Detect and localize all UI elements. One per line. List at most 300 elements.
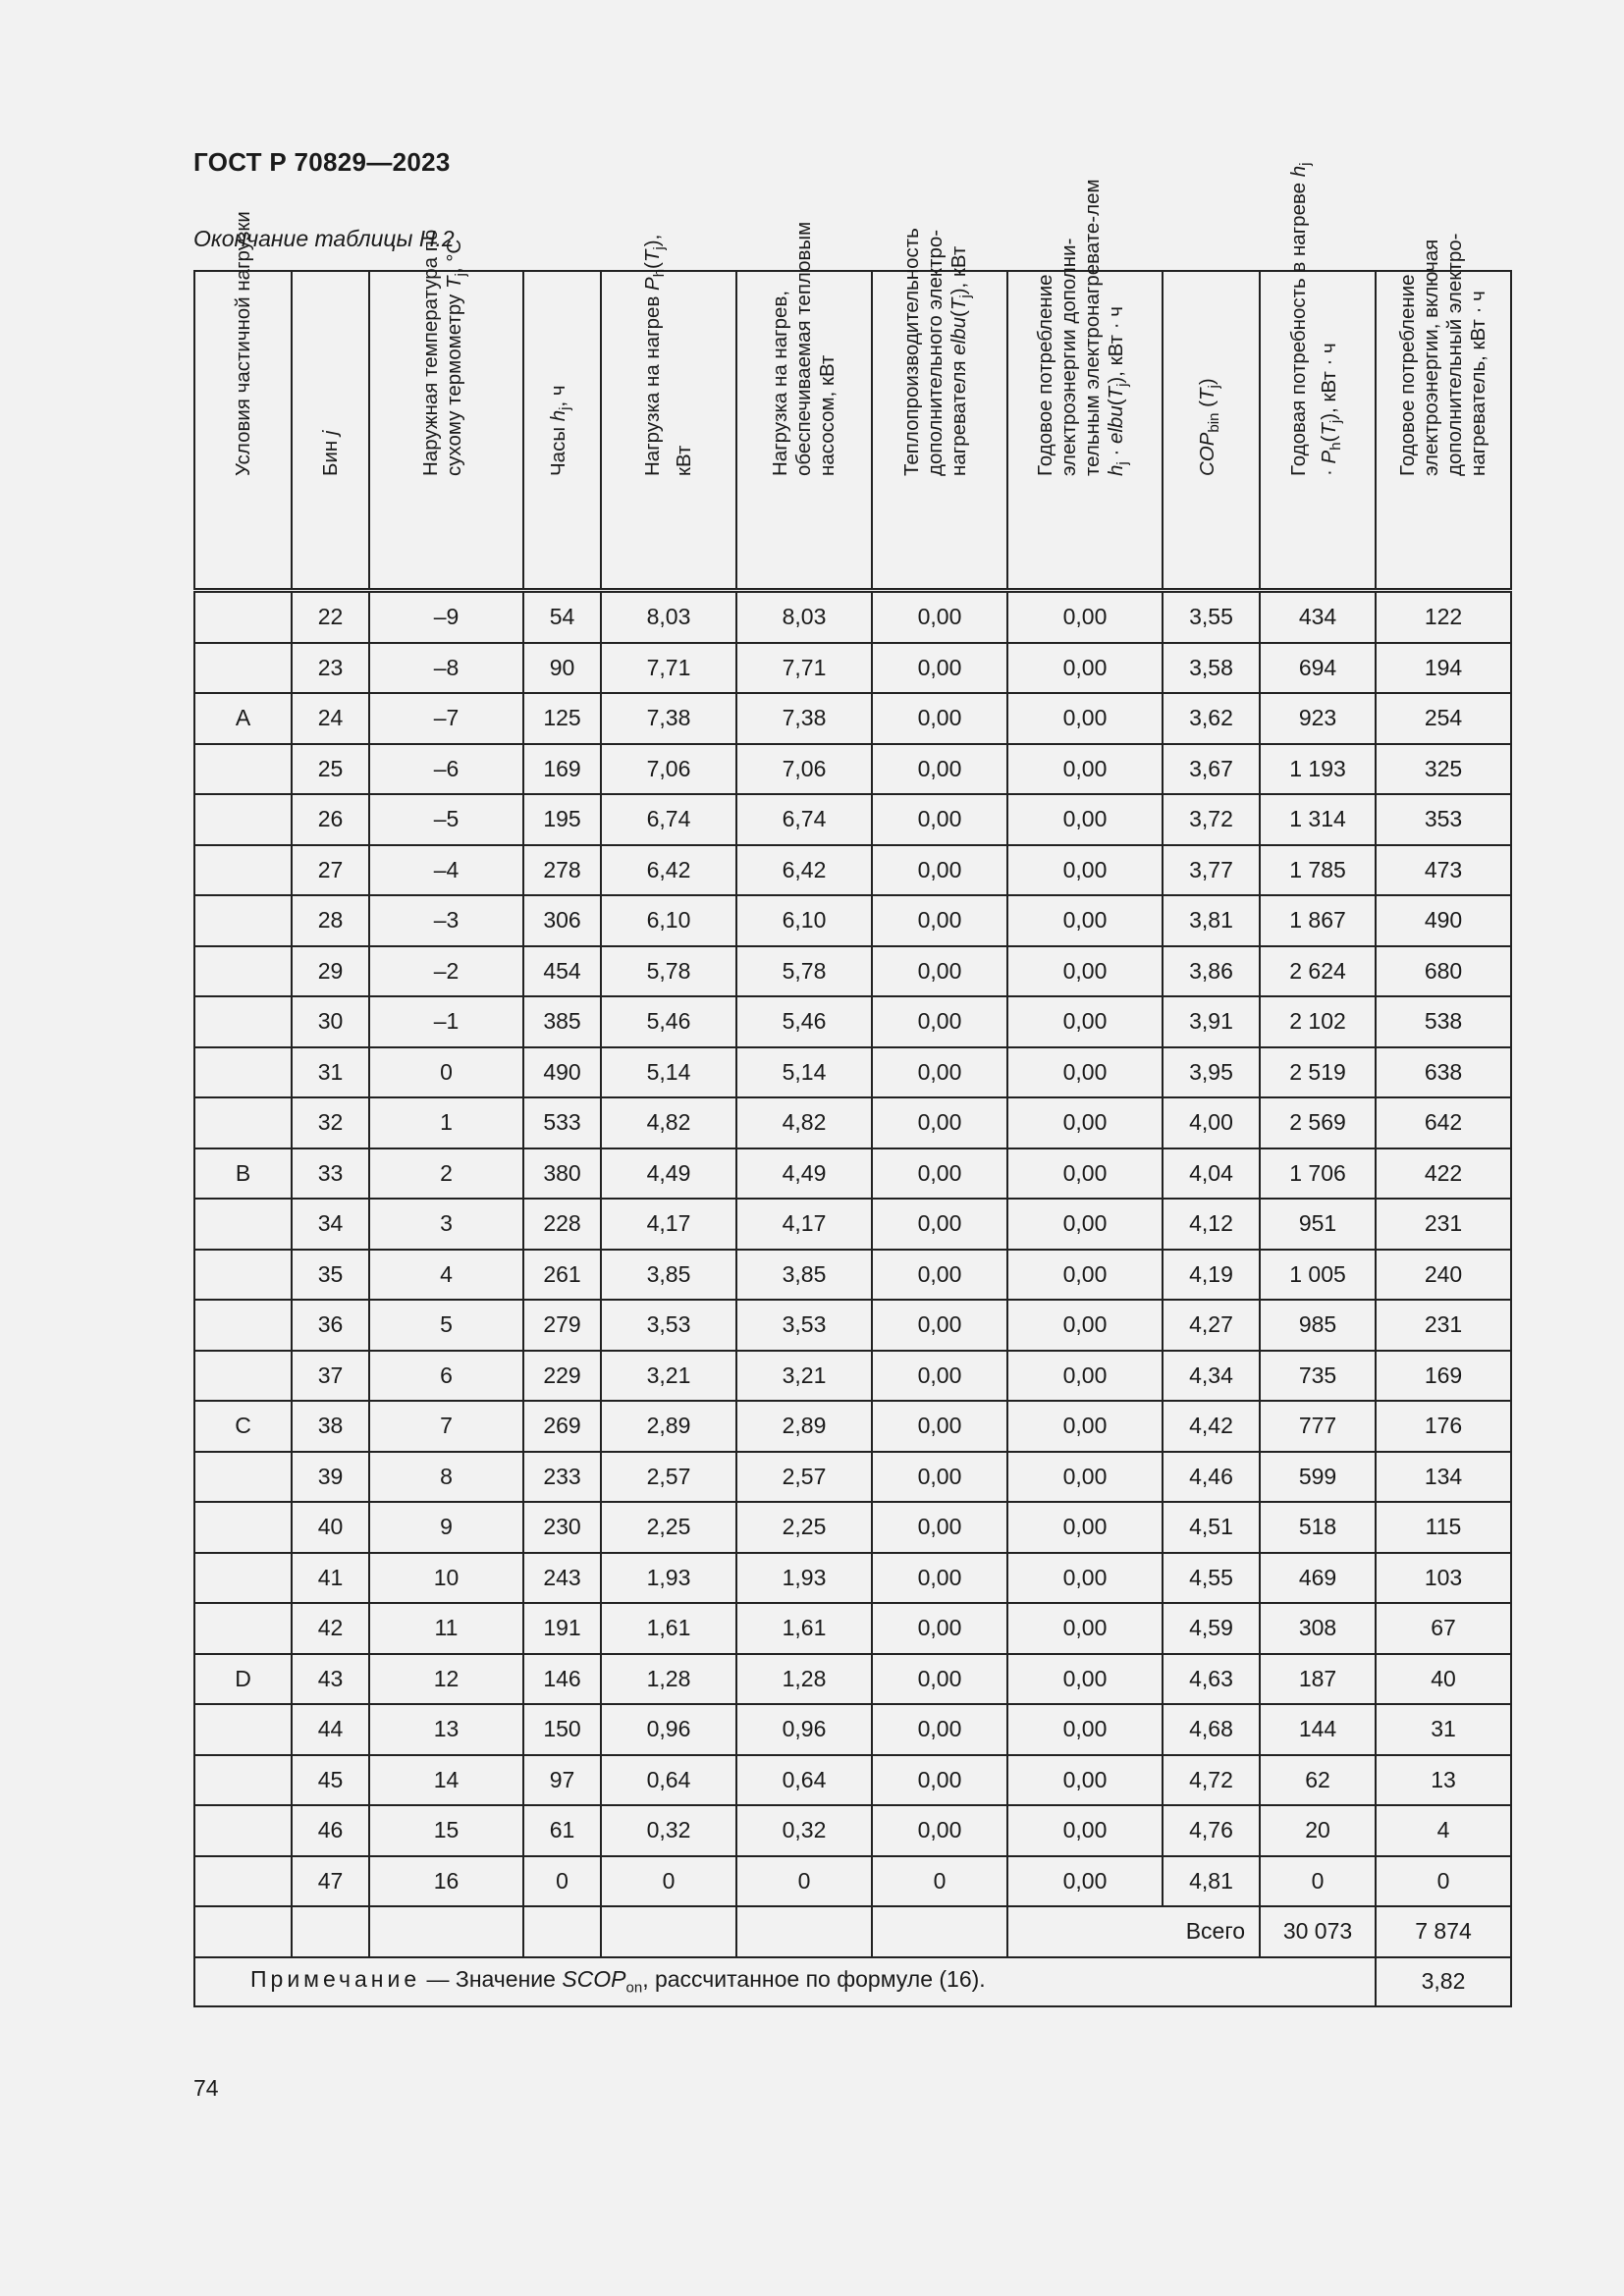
cell-backup-energy: 0,00 [1007,591,1163,643]
col-header-backup-capacity [872,228,1007,591]
table-row [194,1755,1511,1806]
col-header-temperature-label: Наружная температура по сухому термометру $T_j$, °C [418,229,470,476]
cell-bin: 36 [292,1300,369,1351]
cell-hours: 228 [523,1199,601,1250]
cell-heating-demand: 1 193 [1260,744,1376,795]
cell-condition [194,591,292,643]
page-number: 74 [193,2075,219,2101]
cell-total-energy: 0 [1376,1856,1511,1907]
cell-backup-capacity: 0,00 [872,1300,1007,1351]
cell-backup-energy: 0,00 [1007,744,1163,795]
cell-heat-pump-load: 2,25 [736,1502,872,1553]
table-row [194,643,1511,694]
cell-cop-bin: 3,62 [1163,693,1260,744]
cell-condition: A [194,693,292,744]
cell-hours: 278 [523,845,601,896]
cell-backup-capacity: 0,00 [872,996,1007,1047]
cell-temperature: –9 [369,591,523,643]
cell-heat-load: 7,38 [601,693,736,744]
cell-heat-load: 4,17 [601,1199,736,1250]
cell-backup-capacity: 0,00 [872,744,1007,795]
cell-condition [194,1805,292,1856]
cell-total-energy: 194 [1376,643,1511,694]
cell-temperature: –5 [369,794,523,845]
col-header-backup-energy-label: Годовое потребление электроэнергии дополни-тельным электронагревате-лем $h_j$ · $elbu(T_j)$, кВт · ч [1034,179,1132,476]
cell-condition [194,895,292,946]
cell-heat-pump-load: 6,42 [736,845,872,896]
table-row [194,996,1511,1047]
cell-bin: 40 [292,1502,369,1553]
total-label: Всего [1007,1906,1260,1957]
cell-backup-energy: 0,00 [1007,1755,1163,1806]
cell-temperature: –8 [369,643,523,694]
col-header-total-energy [1376,233,1511,591]
cell-temperature: –1 [369,996,523,1047]
cell-heat-load: 6,42 [601,845,736,896]
cell-temperature: 15 [369,1805,523,1856]
cell-temperature: 6 [369,1351,523,1402]
note-text-after: , рассчитанное по формуле (16). [642,1966,986,1993]
cell-heat-pump-load: 1,61 [736,1603,872,1654]
col-header-heat-pump-load-label: Нагрузка на нагрев, обеспечиваемая тепловым насосом, кВт [769,221,839,476]
cell-heat-load: 2,25 [601,1502,736,1553]
cell-total-energy: 176 [1376,1401,1511,1452]
cell-heat-pump-load: 1,28 [736,1654,872,1705]
cell-heating-demand: 923 [1260,693,1376,744]
cell-backup-energy: 0,00 [1007,1097,1163,1148]
cell-temperature: 9 [369,1502,523,1553]
cell-bin: 30 [292,996,369,1047]
cell-total-energy: 240 [1376,1250,1511,1301]
cell-backup-capacity: 0,00 [872,693,1007,744]
cell-bin: 31 [292,1047,369,1098]
col-header-conditions-label: Условия частичной нагрузки [231,211,254,476]
cell-backup-capacity: 0,00 [872,1452,1007,1503]
cell-heating-demand: 1 314 [1260,794,1376,845]
cell-backup-capacity: 0,00 [872,1603,1007,1654]
col-header-heating-demand-label: Годовая потребность в нагреве $h_j \cdot P_h(T_j)$, кВт · ч [1286,162,1345,476]
cell-backup-capacity: 0,00 [872,1199,1007,1250]
cell-condition [194,1704,292,1755]
cell-condition: B [194,1148,292,1200]
cell-backup-capacity: 0,00 [872,1502,1007,1553]
cell-bin: 26 [292,794,369,845]
total-empty-cell [736,1906,872,1957]
cell-backup-energy: 0,00 [1007,1704,1163,1755]
cell-temperature: –4 [369,845,523,896]
total-empty-cell [292,1906,369,1957]
col-header-bin-label: Бин j [318,430,342,476]
cell-backup-capacity: 0,00 [872,1401,1007,1452]
document-header: ГОСТ Р 70829—2023 [193,147,451,177]
cell-bin: 33 [292,1148,369,1200]
table-row [194,1452,1511,1503]
cell-backup-capacity: 0,00 [872,1704,1007,1755]
cell-temperature: 14 [369,1755,523,1806]
cell-total-energy: 13 [1376,1755,1511,1806]
cell-total-energy: 638 [1376,1047,1511,1098]
cell-heating-demand: 20 [1260,1805,1376,1856]
note-prefix: Примечание [250,1966,421,1993]
cell-hours: 385 [523,996,601,1047]
cell-backup-energy: 0,00 [1007,1047,1163,1098]
cell-heating-demand: 187 [1260,1654,1376,1705]
cell-cop-bin: 4,55 [1163,1553,1260,1604]
table-row [194,1097,1511,1148]
cell-total-energy: 134 [1376,1452,1511,1503]
cell-total-energy: 40 [1376,1654,1511,1705]
cell-heating-demand: 518 [1260,1502,1376,1553]
cell-heat-pump-load: 0,32 [736,1805,872,1856]
cell-condition [194,1300,292,1351]
cell-condition [194,1856,292,1907]
cell-heat-load: 5,78 [601,946,736,997]
cell-condition [194,1452,292,1503]
note-symbol: SCOP [562,1966,626,1993]
cell-backup-energy: 0,00 [1007,1351,1163,1402]
col-header-heat-pump-load [736,221,872,591]
table-row [194,591,1511,643]
cell-hours: 90 [523,643,601,694]
cell-bin: 45 [292,1755,369,1806]
cell-heat-load: 1,28 [601,1654,736,1705]
cell-backup-energy: 0,00 [1007,1654,1163,1705]
cell-hours: 125 [523,693,601,744]
cell-cop-bin: 4,27 [1163,1300,1260,1351]
cell-heating-demand: 62 [1260,1755,1376,1806]
table-row [194,946,1511,997]
cell-hours: 454 [523,946,601,997]
cell-cop-bin: 4,68 [1163,1704,1260,1755]
cell-bin: 34 [292,1199,369,1250]
table-row [194,1704,1511,1755]
table-caption: Окончание таблицы Н.2 [193,226,455,251]
cell-backup-energy: 0,00 [1007,1553,1163,1604]
cell-heat-load: 7,06 [601,744,736,795]
cell-total-energy: 473 [1376,845,1511,896]
col-header-cop-bin-label: $COP_{bin}$ $(T_j)$ [1195,378,1223,476]
header-row [194,271,1511,591]
cell-heating-demand: 434 [1260,591,1376,643]
cell-total-energy: 31 [1376,1704,1511,1755]
cell-temperature: 3 [369,1199,523,1250]
cell-hours: 233 [523,1452,601,1503]
cell-heating-demand: 1 867 [1260,895,1376,946]
cell-cop-bin: 4,12 [1163,1199,1260,1250]
table-row [194,845,1511,896]
cell-backup-capacity: 0,00 [872,1148,1007,1200]
cell-bin: 24 [292,693,369,744]
cell-hours: 229 [523,1351,601,1402]
cell-cop-bin: 4,59 [1163,1603,1260,1654]
cell-bin: 22 [292,591,369,643]
cell-backup-capacity: 0,00 [872,1805,1007,1856]
cell-backup-energy: 0,00 [1007,1401,1163,1452]
table-row [194,1553,1511,1604]
cell-cop-bin: 4,76 [1163,1805,1260,1856]
cell-heat-load: 2,89 [601,1401,736,1452]
table-row [194,1856,1511,1907]
cell-cop-bin: 3,55 [1163,591,1260,643]
cell-heat-pump-load: 6,10 [736,895,872,946]
cell-bin: 27 [292,845,369,896]
cell-heating-demand: 777 [1260,1401,1376,1452]
cell-heat-load: 3,53 [601,1300,736,1351]
cell-heat-pump-load: 1,93 [736,1553,872,1604]
cell-temperature: 13 [369,1704,523,1755]
note-subscript: on [625,1979,643,1997]
cell-backup-capacity: 0,00 [872,1351,1007,1402]
cell-condition [194,1502,292,1553]
note-value: 3,82 [1376,1957,1511,2006]
cell-condition: C [194,1401,292,1452]
cell-heat-load: 5,46 [601,996,736,1047]
cell-heating-demand: 2 569 [1260,1097,1376,1148]
cell-backup-capacity: 0 [872,1856,1007,1907]
cell-heat-pump-load: 8,03 [736,591,872,643]
cell-temperature: 16 [369,1856,523,1907]
cell-heat-load: 0 [601,1856,736,1907]
cell-cop-bin: 4,81 [1163,1856,1260,1907]
cell-heat-load: 2,57 [601,1452,736,1503]
cell-heat-load: 3,85 [601,1250,736,1301]
cell-condition [194,946,292,997]
cell-heat-load: 0,64 [601,1755,736,1806]
table-row [194,1047,1511,1098]
table-body [194,591,1511,1907]
cell-cop-bin: 4,42 [1163,1401,1260,1452]
cell-backup-capacity: 0,00 [872,1654,1007,1705]
table-row [194,693,1511,744]
cell-backup-energy: 0,00 [1007,1502,1163,1553]
cell-heat-load: 1,61 [601,1603,736,1654]
cell-total-energy: 680 [1376,946,1511,997]
cell-temperature: 5 [369,1300,523,1351]
cell-heat-load: 4,82 [601,1097,736,1148]
cell-cop-bin: 4,46 [1163,1452,1260,1503]
cell-heating-demand: 1 706 [1260,1148,1376,1200]
cell-backup-capacity: 0,00 [872,1553,1007,1604]
cell-backup-capacity: 0,00 [872,1755,1007,1806]
cell-heat-load: 6,10 [601,895,736,946]
cell-heating-demand: 1 005 [1260,1250,1376,1301]
cell-heat-pump-load: 0,96 [736,1704,872,1755]
cell-backup-energy: 0,00 [1007,693,1163,744]
col-header-total-energy-label: Годовое потребление электроэнергии, включая дополнительный электро-нагреватель, кВт · ч [1396,233,1489,476]
cell-heating-demand: 0 [1260,1856,1376,1907]
cell-heating-demand: 308 [1260,1603,1376,1654]
cell-backup-energy: 0,00 [1007,1805,1163,1856]
cell-total-energy: 122 [1376,591,1511,643]
cell-heating-demand: 1 785 [1260,845,1376,896]
table-row [194,1351,1511,1402]
cell-backup-energy: 0,00 [1007,996,1163,1047]
cell-backup-capacity: 0,00 [872,794,1007,845]
col-header-heat-load-label: Нагрузка на нагрев $P_h(T_j)$, кВт [641,234,695,476]
cell-temperature: 4 [369,1250,523,1301]
cell-cop-bin: 3,72 [1163,794,1260,845]
cell-hours: 0 [523,1856,601,1907]
total-empty-cell [523,1906,601,1957]
cell-backup-capacity: 0,00 [872,1250,1007,1301]
cell-condition: D [194,1654,292,1705]
cell-backup-energy: 0,00 [1007,1300,1163,1351]
cell-condition [194,1250,292,1301]
cell-total-energy: 4 [1376,1805,1511,1856]
cell-total-energy: 642 [1376,1097,1511,1148]
col-header-hours-label: Часы $h_j$, ч [546,385,574,476]
cell-cop-bin: 3,95 [1163,1047,1260,1098]
cell-heat-pump-load: 4,82 [736,1097,872,1148]
col-header-backup-energy [1007,179,1163,591]
cell-heating-demand: 144 [1260,1704,1376,1755]
cell-heat-load: 6,74 [601,794,736,845]
cell-heat-load: 0,32 [601,1805,736,1856]
cell-heat-pump-load: 2,89 [736,1401,872,1452]
cell-backup-energy: 0,00 [1007,895,1163,946]
table-row [194,1401,1511,1452]
note-text [194,1957,1376,2006]
cell-heating-demand: 2 624 [1260,946,1376,997]
cell-total-energy: 231 [1376,1199,1511,1250]
cell-bin: 47 [292,1856,369,1907]
cell-hours: 146 [523,1654,601,1705]
total-empty-cell [194,1906,292,1957]
table-row [194,1250,1511,1301]
total-row [194,1906,1511,1957]
cell-hours: 169 [523,744,601,795]
note-text-before: — Значение [420,1966,563,1993]
cell-hours: 269 [523,1401,601,1452]
cell-cop-bin: 4,51 [1163,1502,1260,1553]
cell-hours: 230 [523,1502,601,1553]
cell-bin: 23 [292,643,369,694]
cell-heat-pump-load: 7,71 [736,643,872,694]
col-header-backup-capacity-label: Теплопроизводительность дополнительного электро-нагревателя $elbu(T_j)$, кВт [900,228,975,476]
cell-heat-pump-load: 3,21 [736,1351,872,1402]
cell-bin: 44 [292,1704,369,1755]
cell-hours: 380 [523,1148,601,1200]
cell-temperature: 7 [369,1401,523,1452]
cell-hours: 191 [523,1603,601,1654]
cell-total-energy: 422 [1376,1148,1511,1200]
total-empty-cell [369,1906,523,1957]
cell-heat-pump-load: 0 [736,1856,872,1907]
cell-heat-pump-load: 7,06 [736,744,872,795]
cell-hours: 61 [523,1805,601,1856]
table-row [194,794,1511,845]
cell-bin: 25 [292,744,369,795]
total-energy-consumption: 7 874 [1376,1906,1511,1957]
cell-cop-bin: 4,63 [1163,1654,1260,1705]
cell-temperature: 11 [369,1603,523,1654]
cell-heat-pump-load: 3,53 [736,1300,872,1351]
cell-cop-bin: 3,91 [1163,996,1260,1047]
cell-bin: 39 [292,1452,369,1503]
cell-heat-pump-load: 5,78 [736,946,872,997]
cell-condition [194,744,292,795]
cell-backup-capacity: 0,00 [872,895,1007,946]
cell-cop-bin: 4,19 [1163,1250,1260,1301]
cell-condition [194,1199,292,1250]
cell-heat-load: 1,93 [601,1553,736,1604]
cell-heating-demand: 985 [1260,1300,1376,1351]
cell-backup-energy: 0,00 [1007,1250,1163,1301]
cell-heating-demand: 469 [1260,1553,1376,1604]
cell-heat-load: 4,49 [601,1148,736,1200]
cell-total-energy: 169 [1376,1351,1511,1402]
table-row [194,1654,1511,1705]
cell-backup-capacity: 0,00 [872,845,1007,896]
cell-total-energy: 490 [1376,895,1511,946]
col-header-heat-load [601,234,736,591]
cell-backup-capacity: 0,00 [872,1097,1007,1148]
cell-bin: 43 [292,1654,369,1705]
cell-total-energy: 115 [1376,1502,1511,1553]
cell-condition [194,1351,292,1402]
cell-condition [194,1755,292,1806]
cell-temperature: –2 [369,946,523,997]
cell-hours: 54 [523,591,601,643]
cell-temperature: 8 [369,1452,523,1503]
cell-hours: 490 [523,1047,601,1098]
table-row [194,1603,1511,1654]
total-empty-cell [872,1906,1007,1957]
cell-cop-bin: 3,77 [1163,845,1260,896]
cell-total-energy: 538 [1376,996,1511,1047]
col-header-temperature [369,229,523,591]
cell-heat-pump-load: 5,14 [736,1047,872,1098]
table-row [194,895,1511,946]
cell-backup-capacity: 0,00 [872,946,1007,997]
cell-backup-energy: 0,00 [1007,1199,1163,1250]
cell-total-energy: 325 [1376,744,1511,795]
cell-bin: 41 [292,1553,369,1604]
total-empty-cell [601,1906,736,1957]
cell-condition [194,1603,292,1654]
cell-heating-demand: 2 519 [1260,1047,1376,1098]
cell-heating-demand: 951 [1260,1199,1376,1250]
cell-hours: 533 [523,1097,601,1148]
cell-bin: 35 [292,1250,369,1301]
cell-temperature: 10 [369,1553,523,1604]
cell-backup-energy: 0,00 [1007,1856,1163,1907]
cell-heat-pump-load: 4,17 [736,1199,872,1250]
cell-hours: 97 [523,1755,601,1806]
table-row [194,1300,1511,1351]
col-header-heating-demand [1260,162,1376,591]
cell-cop-bin: 4,04 [1163,1148,1260,1200]
cell-hours: 195 [523,794,601,845]
col-header-conditions [194,211,292,591]
note-row [194,1957,1511,2006]
cell-backup-energy: 0,00 [1007,845,1163,896]
table-row [194,1199,1511,1250]
cell-temperature: –6 [369,744,523,795]
col-header-hours [523,271,601,591]
cell-hours: 150 [523,1704,601,1755]
cell-heating-demand: 735 [1260,1351,1376,1402]
cell-cop-bin: 4,72 [1163,1755,1260,1806]
table-row [194,1502,1511,1553]
cell-backup-capacity: 0,00 [872,591,1007,643]
cell-condition [194,845,292,896]
cell-total-energy: 231 [1376,1300,1511,1351]
table-row [194,1805,1511,1856]
cell-heat-load: 7,71 [601,643,736,694]
cell-backup-capacity: 0,00 [872,1047,1007,1098]
cell-backup-energy: 0,00 [1007,1603,1163,1654]
